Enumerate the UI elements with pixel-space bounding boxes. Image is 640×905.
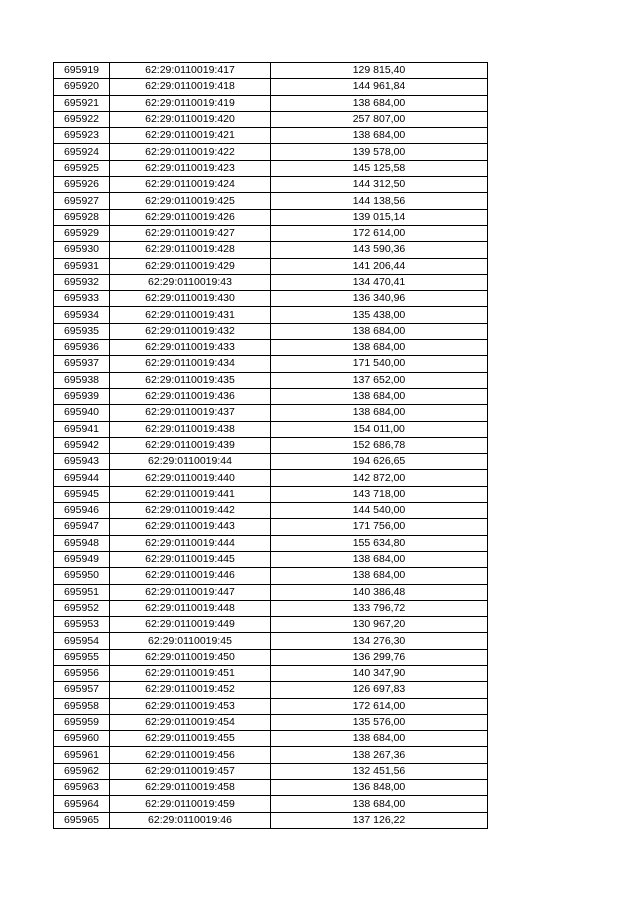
table-row (54, 323, 488, 339)
cadastral-value-cell: 144 961,84 (271, 79, 488, 95)
record-number-cell: 695953 (54, 617, 110, 633)
record-number-cell: 695938 (54, 372, 110, 388)
table-row (54, 665, 488, 681)
cadastral-number-cell: 62:29:0110019:441 (110, 486, 271, 502)
cadastral-value-cell: 144 540,00 (271, 503, 488, 519)
cadastral-number-cell: 62:29:0110019:444 (110, 535, 271, 551)
cadastral-number-cell: 62:29:0110019:423 (110, 160, 271, 176)
table-row (54, 503, 488, 519)
table-row (54, 144, 488, 160)
table-row (54, 340, 488, 356)
cadastral-number-cell: 62:29:0110019:429 (110, 258, 271, 274)
cadastral-value-cell: 140 386,48 (271, 584, 488, 600)
record-number-cell: 695929 (54, 225, 110, 241)
table-row (54, 796, 488, 812)
record-number-cell: 695939 (54, 388, 110, 404)
table-row (54, 258, 488, 274)
cadastral-value-cell: 139 015,14 (271, 209, 488, 225)
record-number-cell: 695925 (54, 160, 110, 176)
cadastral-number-cell: 62:29:0110019:436 (110, 388, 271, 404)
table-row (54, 421, 488, 437)
table-row (54, 649, 488, 665)
record-number-cell: 695941 (54, 421, 110, 437)
cadastral-number-cell: 62:29:0110019:431 (110, 307, 271, 323)
cadastral-value-cell: 140 347,90 (271, 665, 488, 681)
cadastral-value-cell: 144 312,50 (271, 177, 488, 193)
cadastral-number-cell: 62:29:0110019:455 (110, 731, 271, 747)
cadastral-value-cell: 143 590,36 (271, 242, 488, 258)
cadastral-number-cell: 62:29:0110019:418 (110, 79, 271, 95)
record-number-cell: 695919 (54, 63, 110, 79)
cadastral-value-cell: 138 684,00 (271, 796, 488, 812)
record-number-cell: 695948 (54, 535, 110, 551)
table-body (54, 63, 488, 829)
cadastral-number-cell: 62:29:0110019:443 (110, 519, 271, 535)
cadastral-number-cell: 62:29:0110019:44 (110, 454, 271, 470)
cadastral-value-cell: 138 684,00 (271, 340, 488, 356)
cadastral-number-cell: 62:29:0110019:459 (110, 796, 271, 812)
cadastral-number-cell: 62:29:0110019:458 (110, 780, 271, 796)
cadastral-number-cell: 62:29:0110019:446 (110, 568, 271, 584)
cadastral-value-cell: 136 340,96 (271, 291, 488, 307)
cadastral-number-cell: 62:29:0110019:417 (110, 63, 271, 79)
record-number-cell: 695954 (54, 633, 110, 649)
cadastral-value-cell: 138 684,00 (271, 95, 488, 111)
record-number-cell: 695942 (54, 437, 110, 453)
table-row (54, 274, 488, 290)
cadastral-value-cell: 138 684,00 (271, 568, 488, 584)
record-number-cell: 695947 (54, 519, 110, 535)
cadastral-number-cell: 62:29:0110019:421 (110, 128, 271, 144)
table-row (54, 242, 488, 258)
cadastral-number-cell: 62:29:0110019:424 (110, 177, 271, 193)
record-number-cell: 695958 (54, 698, 110, 714)
record-number-cell: 695952 (54, 600, 110, 616)
record-number-cell: 695935 (54, 323, 110, 339)
table-row (54, 63, 488, 79)
record-number-cell: 695959 (54, 714, 110, 730)
table-row (54, 812, 488, 828)
record-number-cell: 695963 (54, 780, 110, 796)
cadastral-number-cell: 62:29:0110019:454 (110, 714, 271, 730)
cadastral-number-cell: 62:29:0110019:428 (110, 242, 271, 258)
cadastral-number-cell: 62:29:0110019:438 (110, 421, 271, 437)
table-row (54, 633, 488, 649)
cadastral-number-cell: 62:29:0110019:447 (110, 584, 271, 600)
table-row (54, 600, 488, 616)
cadastral-number-cell: 62:29:0110019:442 (110, 503, 271, 519)
table-row (54, 128, 488, 144)
record-number-cell: 695922 (54, 111, 110, 127)
cadastral-number-cell: 62:29:0110019:422 (110, 144, 271, 160)
cadastral-value-cell: 138 684,00 (271, 128, 488, 144)
table-row (54, 698, 488, 714)
table-row (54, 193, 488, 209)
record-number-cell: 695944 (54, 470, 110, 486)
table-row (54, 551, 488, 567)
table-row (54, 470, 488, 486)
cadastral-number-cell: 62:29:0110019:449 (110, 617, 271, 633)
record-number-cell: 695961 (54, 747, 110, 763)
cadastral-value-cell: 134 276,30 (271, 633, 488, 649)
cadastral-number-cell: 62:29:0110019:432 (110, 323, 271, 339)
record-number-cell: 695930 (54, 242, 110, 258)
record-number-cell: 695926 (54, 177, 110, 193)
record-number-cell: 695965 (54, 812, 110, 828)
table-row (54, 225, 488, 241)
cadastral-value-cell: 194 626,65 (271, 454, 488, 470)
table-row (54, 95, 488, 111)
cadastral-value-cell: 135 438,00 (271, 307, 488, 323)
cadastral-value-cell: 172 614,00 (271, 698, 488, 714)
record-number-cell: 695937 (54, 356, 110, 372)
record-number-cell: 695920 (54, 79, 110, 95)
cadastral-value-cell: 138 267,36 (271, 747, 488, 763)
cadastral-number-cell: 62:29:0110019:433 (110, 340, 271, 356)
table-row (54, 535, 488, 551)
table-row (54, 617, 488, 633)
cadastral-number-cell: 62:29:0110019:437 (110, 405, 271, 421)
table-row (54, 79, 488, 95)
cadastral-value-cell: 129 815,40 (271, 63, 488, 79)
table-row (54, 405, 488, 421)
cadastral-value-cell: 138 684,00 (271, 551, 488, 567)
record-number-cell: 695932 (54, 274, 110, 290)
table-row (54, 209, 488, 225)
cadastral-value-cell: 126 697,83 (271, 682, 488, 698)
cadastral-number-cell: 62:29:0110019:439 (110, 437, 271, 453)
cadastral-value-cell: 134 470,41 (271, 274, 488, 290)
cadastral-number-cell: 62:29:0110019:430 (110, 291, 271, 307)
record-number-cell: 695950 (54, 568, 110, 584)
cadastral-number-cell: 62:29:0110019:440 (110, 470, 271, 486)
cadastral-number-cell: 62:29:0110019:457 (110, 763, 271, 779)
table-row (54, 747, 488, 763)
table-row (54, 454, 488, 470)
cadastral-value-cell: 135 576,00 (271, 714, 488, 730)
record-number-cell: 695931 (54, 258, 110, 274)
cadastral-number-cell: 62:29:0110019:425 (110, 193, 271, 209)
cadastral-value-cell: 142 872,00 (271, 470, 488, 486)
cadastral-value-cell: 138 684,00 (271, 405, 488, 421)
cadastral-value-cell: 138 684,00 (271, 388, 488, 404)
record-number-cell: 695936 (54, 340, 110, 356)
table-row (54, 763, 488, 779)
cadastral-value-cell: 144 138,56 (271, 193, 488, 209)
table-row (54, 388, 488, 404)
cadastral-value-cell: 152 686,78 (271, 437, 488, 453)
table-row (54, 568, 488, 584)
table-row (54, 486, 488, 502)
record-number-cell: 695956 (54, 665, 110, 681)
cadastral-value-cell: 133 796,72 (271, 600, 488, 616)
cadastral-value-cell: 136 848,00 (271, 780, 488, 796)
table-row (54, 307, 488, 323)
record-number-cell: 695934 (54, 307, 110, 323)
table-row (54, 111, 488, 127)
table-row (54, 160, 488, 176)
cadastral-value-cell: 139 578,00 (271, 144, 488, 160)
cadastral-number-cell: 62:29:0110019:420 (110, 111, 271, 127)
record-number-cell: 695923 (54, 128, 110, 144)
cadastral-number-cell: 62:29:0110019:43 (110, 274, 271, 290)
record-number-cell: 695921 (54, 95, 110, 111)
table-row (54, 437, 488, 453)
cadastral-value-cell: 138 684,00 (271, 731, 488, 747)
cadastral-number-cell: 62:29:0110019:427 (110, 225, 271, 241)
cadastral-number-cell: 62:29:0110019:445 (110, 551, 271, 567)
cadastral-value-cell: 145 125,58 (271, 160, 488, 176)
cadastral-number-cell: 62:29:0110019:451 (110, 665, 271, 681)
cadastral-number-cell: 62:29:0110019:435 (110, 372, 271, 388)
record-number-cell: 695928 (54, 209, 110, 225)
record-number-cell: 695924 (54, 144, 110, 160)
cadastral-value-cell: 136 299,76 (271, 649, 488, 665)
cadastral-number-cell: 62:29:0110019:452 (110, 682, 271, 698)
cadastral-number-cell: 62:29:0110019:453 (110, 698, 271, 714)
cadastral-number-cell: 62:29:0110019:450 (110, 649, 271, 665)
table-row (54, 682, 488, 698)
table-row (54, 780, 488, 796)
record-number-cell: 695949 (54, 551, 110, 567)
cadastral-value-cell: 171 756,00 (271, 519, 488, 535)
cadastral-value-cell: 143 718,00 (271, 486, 488, 502)
record-number-cell: 695945 (54, 486, 110, 502)
cadastral-value-cell: 137 652,00 (271, 372, 488, 388)
record-number-cell: 695962 (54, 763, 110, 779)
cadastral-number-cell: 62:29:0110019:419 (110, 95, 271, 111)
table-row (54, 584, 488, 600)
cadastral-value-cell: 172 614,00 (271, 225, 488, 241)
record-number-cell: 695957 (54, 682, 110, 698)
record-number-cell: 695964 (54, 796, 110, 812)
record-number-cell: 695955 (54, 649, 110, 665)
cadastral-value-cell: 137 126,22 (271, 812, 488, 828)
record-number-cell: 695933 (54, 291, 110, 307)
record-number-cell: 695951 (54, 584, 110, 600)
cadastral-value-cell: 171 540,00 (271, 356, 488, 372)
cadastral-value-cell: 257 807,00 (271, 111, 488, 127)
cadastral-value-table (53, 62, 488, 829)
cadastral-value-cell: 154 011,00 (271, 421, 488, 437)
table-row (54, 177, 488, 193)
cadastral-value-cell: 155 634,80 (271, 535, 488, 551)
cadastral-number-cell: 62:29:0110019:426 (110, 209, 271, 225)
table-row (54, 731, 488, 747)
table-row (54, 714, 488, 730)
record-number-cell: 695946 (54, 503, 110, 519)
table-row (54, 291, 488, 307)
cadastral-value-cell: 132 451,56 (271, 763, 488, 779)
table-row (54, 372, 488, 388)
cadastral-number-cell: 62:29:0110019:448 (110, 600, 271, 616)
cadastral-number-cell: 62:29:0110019:46 (110, 812, 271, 828)
record-number-cell: 695940 (54, 405, 110, 421)
table-row (54, 519, 488, 535)
record-number-cell: 695943 (54, 454, 110, 470)
cadastral-value-cell: 130 967,20 (271, 617, 488, 633)
cadastral-value-cell: 138 684,00 (271, 323, 488, 339)
cadastral-value-cell: 141 206,44 (271, 258, 488, 274)
cadastral-number-cell: 62:29:0110019:45 (110, 633, 271, 649)
record-number-cell: 695927 (54, 193, 110, 209)
cadastral-number-cell: 62:29:0110019:456 (110, 747, 271, 763)
table-row (54, 356, 488, 372)
cadastral-number-cell: 62:29:0110019:434 (110, 356, 271, 372)
record-number-cell: 695960 (54, 731, 110, 747)
